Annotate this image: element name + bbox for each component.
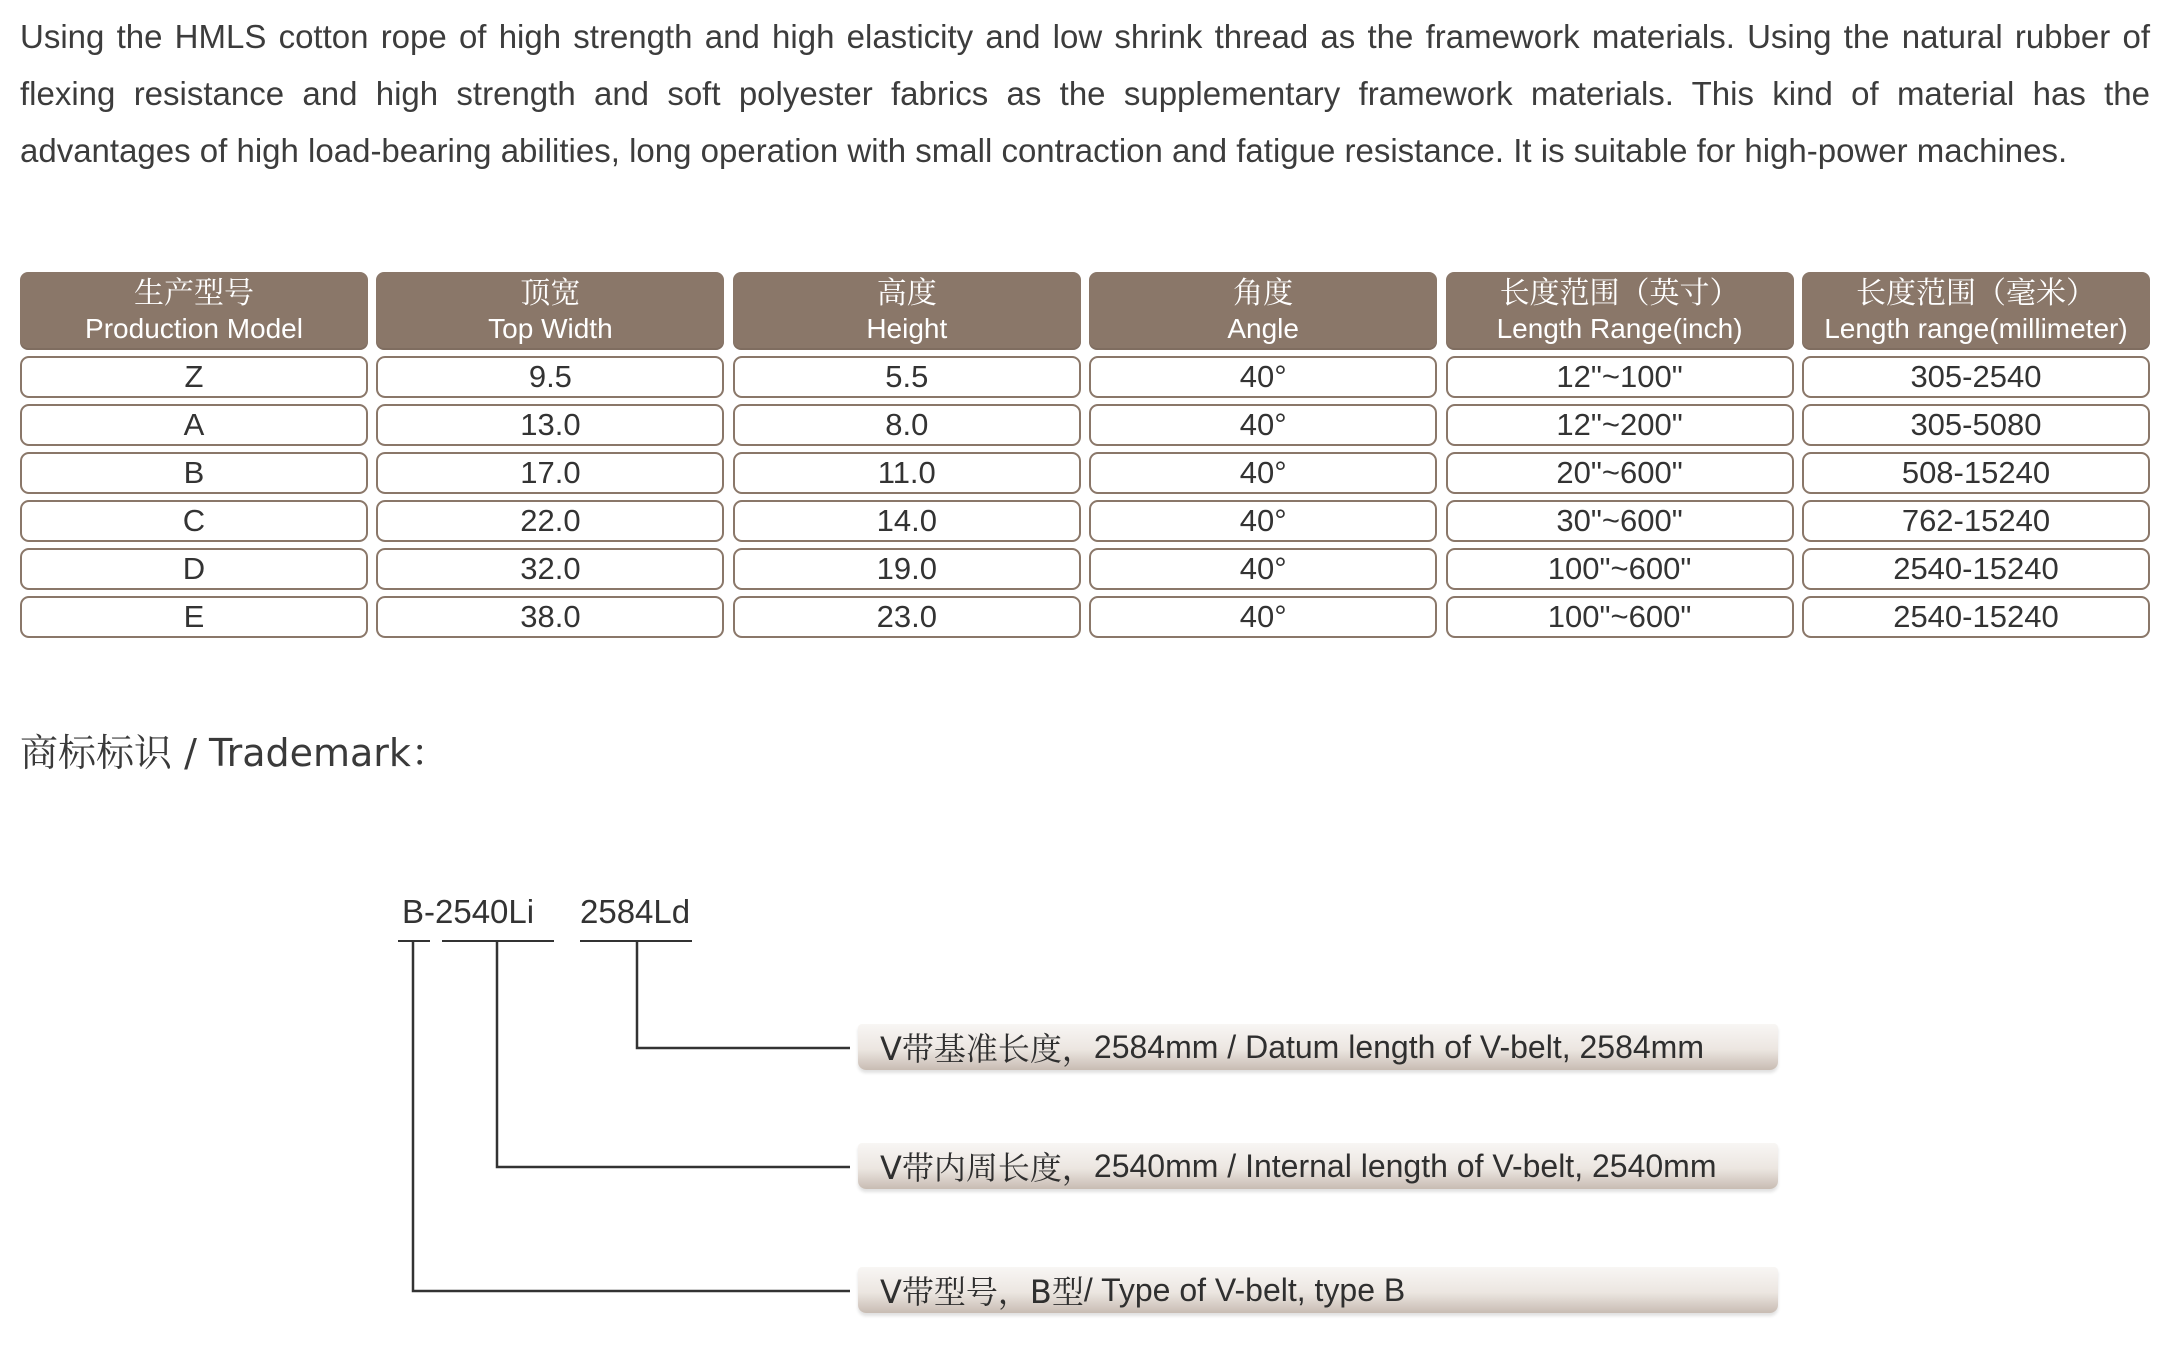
header-zh: 角度 (1233, 276, 1294, 311)
label-datum-length (858, 1024, 1778, 1070)
table-cell: 40° (1089, 404, 1437, 446)
header-en: Angle (1227, 313, 1299, 344)
table-cell: 30"~600" (1446, 500, 1794, 542)
table-cell: 2540-15240 (1802, 596, 2150, 638)
leader-line-type (413, 940, 850, 1291)
table-cell: 12"~100" (1446, 356, 1794, 398)
leader-line-datum (637, 940, 850, 1048)
header-zh: 长度范围（英寸） (1499, 276, 1740, 311)
table-cell: 40° (1089, 452, 1437, 494)
code-part-2584ld: 2584Ld (580, 893, 691, 930)
header-en: Length range(millimeter) (1824, 313, 2128, 344)
label-type (858, 1267, 1778, 1313)
table-cell: C (20, 500, 368, 542)
table-cell: 12"~200" (1446, 404, 1794, 446)
header-zh: 顶宽 (520, 276, 581, 311)
header-en: Height (866, 313, 948, 344)
table-cell: 13.0 (376, 404, 724, 446)
header-zh: 生产型号 (134, 276, 254, 311)
table-cell: 14.0 (733, 500, 1081, 542)
header-en: Length Range(inch) (1496, 313, 1743, 344)
table-cell: 100"~600" (1446, 548, 1794, 590)
header-en: Production Model (85, 313, 303, 344)
table-cell: B (20, 452, 368, 494)
table-cell: 9.5 (376, 356, 724, 398)
table-cell: 40° (1089, 500, 1437, 542)
intro-line: flexing resistance and high strength and soft polyester fabrics as the supplementary framework materials. This kind of material has the (20, 75, 2150, 112)
table-cell: 762-15240 (1802, 500, 2150, 542)
leader-line-internal (497, 940, 850, 1167)
label-en: 2584mm / Datum length of V-belt, 2584mm (1093, 1028, 1704, 1065)
table-cell: 2540-15240 (1802, 548, 2150, 590)
table-cell: 17.0 (376, 452, 724, 494)
code-part-b-2540li: B-2540Li (402, 893, 535, 930)
table-cell: 32.0 (376, 548, 724, 590)
table-cell: 11.0 (733, 452, 1081, 494)
table-cell: 23.0 (733, 596, 1081, 638)
table-cell: 38.0 (376, 596, 724, 638)
table-cell: 19.0 (733, 548, 1081, 590)
label-zh: V带基准长度， (880, 1030, 1094, 1068)
table-cell: 8.0 (733, 404, 1081, 446)
label-en: 2540mm / Internal length of V-belt, 2540mm (1093, 1147, 1717, 1184)
table-cell: 40° (1089, 548, 1437, 590)
label-en: / Type of V-belt, type B (1083, 1271, 1406, 1308)
table-cell: 5.5 (733, 356, 1081, 398)
intro-line: Using the HMLS cotton rope of high strength and high elasticity and low shrink thread as the framework materials. Using the natural rubber of (20, 18, 2150, 55)
intro-line: advantages of high load-bearing abilities, long operation with small contraction and fatigue resistance. It is suitable for high-power machines. (20, 132, 2068, 169)
table-cell: A (20, 404, 368, 446)
label-internal-length (858, 1143, 1778, 1189)
header-zh: 高度 (876, 276, 937, 311)
table-cell: 40° (1089, 356, 1437, 398)
label-zh: V带内周长度， (880, 1149, 1094, 1187)
table-cell: 305-5080 (1802, 404, 2150, 446)
label-zh: V带型号，B型 (880, 1273, 1084, 1311)
table-cell: 100"~600" (1446, 596, 1794, 638)
table-cell: E (20, 596, 368, 638)
header-zh: 长度范围（毫米） (1855, 276, 2096, 311)
table-cell: D (20, 548, 368, 590)
table-cell: 305-2540 (1802, 356, 2150, 398)
table-cell: 20"~600" (1446, 452, 1794, 494)
table-cell: 508-15240 (1802, 452, 2150, 494)
table-cell: 22.0 (376, 500, 724, 542)
table-cell: 40° (1089, 596, 1437, 638)
trademark-title: 商标标识 / Trademark： (20, 731, 449, 775)
header-en: Top Width (488, 313, 613, 344)
table-cell: Z (20, 356, 368, 398)
